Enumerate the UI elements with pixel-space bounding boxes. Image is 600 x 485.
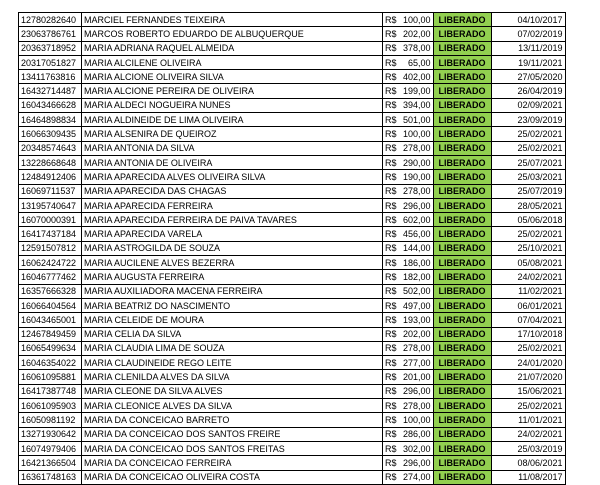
row-name-cell: MARIA CLAUDIA LIMA DE SOUZA <box>82 341 383 355</box>
row-amount-cell: 144,00 <box>397 241 434 255</box>
row-name-cell: MARIA ALSENIRA DE QUEIROZ <box>82 127 383 141</box>
row-id-cell: 16062424722 <box>19 256 82 270</box>
row-currency-cell: R$ <box>383 227 397 241</box>
row-name-cell: MARCIEL FERNANDES TEIXEIRA <box>82 13 383 27</box>
row-currency-cell: R$ <box>383 356 397 370</box>
row-status-badge: LIBERADO <box>433 127 491 141</box>
row-status-badge: LIBERADO <box>433 184 491 198</box>
table-row <box>19 13 566 27</box>
row-currency-cell: R$ <box>383 155 397 169</box>
row-status-badge: LIBERADO <box>433 198 491 212</box>
row-id-cell: 16361748163 <box>19 470 82 484</box>
row-date-cell: 21/07/2020 <box>491 370 565 384</box>
table-row <box>19 198 566 212</box>
table-row <box>19 127 566 141</box>
row-date-cell: 11/01/2021 <box>491 413 565 427</box>
row-date-cell: 17/10/2018 <box>491 327 565 341</box>
row-date-cell: 24/02/2021 <box>491 270 565 284</box>
row-date-cell: 07/04/2021 <box>491 313 565 327</box>
row-amount-cell: 501,00 <box>397 113 434 127</box>
row-status-badge: LIBERADO <box>433 327 491 341</box>
row-amount-cell: 394,00 <box>397 98 434 112</box>
table-row <box>19 399 566 413</box>
row-date-cell: 25/02/2021 <box>491 227 565 241</box>
row-id-cell: 16432714487 <box>19 84 82 98</box>
row-date-cell: 24/02/2021 <box>491 427 565 441</box>
table-row <box>19 470 566 484</box>
row-date-cell: 25/02/2021 <box>491 127 565 141</box>
row-currency-cell: R$ <box>383 441 397 455</box>
row-currency-cell: R$ <box>383 41 397 55</box>
row-currency-cell: R$ <box>383 55 397 69</box>
row-amount-cell: 100,00 <box>397 127 434 141</box>
table-row <box>19 270 566 284</box>
row-id-cell: 16043466628 <box>19 98 82 112</box>
row-date-cell: 25/02/2021 <box>491 399 565 413</box>
row-name-cell: MARIA CLENILDA ALVES DA SILVA <box>82 370 383 384</box>
row-currency-cell: R$ <box>383 341 397 355</box>
table-row <box>19 456 566 470</box>
row-amount-cell: 278,00 <box>397 399 434 413</box>
row-id-cell: 20363718952 <box>19 41 82 55</box>
row-status-badge: LIBERADO <box>433 270 491 284</box>
row-name-cell: MARIA CLAUDINEIDE REGO LEITE <box>82 356 383 370</box>
row-id-cell: 13411763816 <box>19 70 82 84</box>
row-id-cell: 16061095903 <box>19 399 82 413</box>
row-name-cell: MARIA ALCIONE OLIVEIRA SILVA <box>82 70 383 84</box>
table-row <box>19 441 566 455</box>
table-row <box>19 141 566 155</box>
row-currency-cell: R$ <box>383 170 397 184</box>
table-row <box>19 227 566 241</box>
row-currency-cell: R$ <box>383 84 397 98</box>
row-name-cell: MARIA ANTONIA DA SILVA <box>82 141 383 155</box>
row-date-cell: 04/10/2017 <box>491 13 565 27</box>
table-row <box>19 356 566 370</box>
row-date-cell: 11/02/2021 <box>491 284 565 298</box>
row-status-badge: LIBERADO <box>433 170 491 184</box>
row-amount-cell: 378,00 <box>397 41 434 55</box>
row-amount-cell: 296,00 <box>397 384 434 398</box>
row-status-badge: LIBERADO <box>433 456 491 470</box>
row-amount-cell: 296,00 <box>397 456 434 470</box>
row-currency-cell: R$ <box>383 113 397 127</box>
row-date-cell: 02/09/2021 <box>491 98 565 112</box>
row-date-cell: 11/08/2017 <box>491 470 565 484</box>
row-date-cell: 15/06/2021 <box>491 384 565 398</box>
beneficiary-table <box>18 12 566 485</box>
row-name-cell: MARIA APARECIDA FERREIRA DE PAIVA TAVARES <box>82 213 383 227</box>
row-currency-cell: R$ <box>383 256 397 270</box>
row-date-cell: 25/03/2019 <box>491 441 565 455</box>
row-id-cell: 13195740647 <box>19 198 82 212</box>
row-id-cell: 16046777462 <box>19 270 82 284</box>
row-amount-cell: 278,00 <box>397 184 434 198</box>
row-status-badge: LIBERADO <box>433 41 491 55</box>
row-currency-cell: R$ <box>383 470 397 484</box>
row-status-badge: LIBERADO <box>433 399 491 413</box>
row-status-badge: LIBERADO <box>433 70 491 84</box>
row-date-cell: 26/04/2019 <box>491 84 565 98</box>
row-currency-cell: R$ <box>383 13 397 27</box>
row-id-cell: 20317051827 <box>19 55 82 69</box>
row-status-badge: LIBERADO <box>433 370 491 384</box>
row-amount-cell: 186,00 <box>397 256 434 270</box>
row-name-cell: MARIA ALCIONE PEREIRA DE OLIVEIRA <box>82 84 383 98</box>
row-status-badge: LIBERADO <box>433 13 491 27</box>
row-date-cell: 05/08/2021 <box>491 256 565 270</box>
table-row <box>19 70 566 84</box>
row-status-badge: LIBERADO <box>433 384 491 398</box>
row-date-cell: 25/02/2021 <box>491 141 565 155</box>
row-status-badge: LIBERADO <box>433 313 491 327</box>
table-row <box>19 370 566 384</box>
row-currency-cell: R$ <box>383 370 397 384</box>
row-status-badge: LIBERADO <box>433 356 491 370</box>
row-status-badge: LIBERADO <box>433 113 491 127</box>
row-amount-cell: 277,00 <box>397 356 434 370</box>
row-name-cell: MARIA AUXILIADORA MACENA FERREIRA <box>82 284 383 298</box>
row-currency-cell: R$ <box>383 270 397 284</box>
row-date-cell: 28/05/2021 <box>491 198 565 212</box>
row-name-cell: MARIA BEATRIZ DO NASCIMENTO <box>82 298 383 312</box>
row-date-cell: 08/06/2021 <box>491 456 565 470</box>
row-name-cell: MARIA CLEONICE ALVES DA SILVA <box>82 399 383 413</box>
row-name-cell: MARIA AUCILENE ALVES BEZERRA <box>82 256 383 270</box>
row-currency-cell: R$ <box>383 313 397 327</box>
row-status-badge: LIBERADO <box>433 298 491 312</box>
row-amount-cell: 202,00 <box>397 27 434 41</box>
row-currency-cell: R$ <box>383 413 397 427</box>
table-row <box>19 298 566 312</box>
row-currency-cell: R$ <box>383 98 397 112</box>
row-id-cell: 16464898834 <box>19 113 82 127</box>
row-name-cell: MARIA CELIA DA SILVA <box>82 327 383 341</box>
row-date-cell: 25/10/2021 <box>491 241 565 255</box>
row-name-cell: MARIA ALDECI NOGUEIRA NUNES <box>82 98 383 112</box>
row-status-badge: LIBERADO <box>433 213 491 227</box>
row-id-cell: 12467849459 <box>19 327 82 341</box>
table-row <box>19 55 566 69</box>
row-status-badge: LIBERADO <box>433 341 491 355</box>
row-id-cell: 12591507812 <box>19 241 82 255</box>
row-id-cell: 16417387748 <box>19 384 82 398</box>
row-name-cell: MARIA ALCILENE OLIVEIRA <box>82 55 383 69</box>
row-name-cell: MARIA DA CONCEICAO BARRETO <box>82 413 383 427</box>
row-status-badge: LIBERADO <box>433 470 491 484</box>
row-currency-cell: R$ <box>383 384 397 398</box>
table-row <box>19 155 566 169</box>
row-name-cell: MARIA APARECIDA VARELA <box>82 227 383 241</box>
row-name-cell: MARIA ASTROGILDA DE SOUZA <box>82 241 383 255</box>
row-date-cell: 19/11/2021 <box>491 55 565 69</box>
row-id-cell: 16421366504 <box>19 456 82 470</box>
row-currency-cell: R$ <box>383 284 397 298</box>
row-name-cell: MARIA AUGUSTA FERREIRA <box>82 270 383 284</box>
row-date-cell: 25/07/2021 <box>491 155 565 169</box>
row-id-cell: 13228668648 <box>19 155 82 169</box>
row-amount-cell: 182,00 <box>397 270 434 284</box>
row-amount-cell: 497,00 <box>397 298 434 312</box>
table-row <box>19 327 566 341</box>
row-id-cell: 16061095881 <box>19 370 82 384</box>
row-id-cell: 16074979406 <box>19 441 82 455</box>
row-currency-cell: R$ <box>383 399 397 413</box>
table-row <box>19 213 566 227</box>
row-id-cell: 16357666328 <box>19 284 82 298</box>
row-currency-cell: R$ <box>383 213 397 227</box>
row-status-badge: LIBERADO <box>433 441 491 455</box>
row-currency-cell: R$ <box>383 141 397 155</box>
row-status-badge: LIBERADO <box>433 98 491 112</box>
row-amount-cell: 201,00 <box>397 370 434 384</box>
row-name-cell: MARIA ALDINEIDE DE LIMA OLIVEIRA <box>82 113 383 127</box>
row-amount-cell: 190,00 <box>397 170 434 184</box>
table-row <box>19 184 566 198</box>
row-amount-cell: 278,00 <box>397 141 434 155</box>
table-row <box>19 341 566 355</box>
row-id-cell: 16066309435 <box>19 127 82 141</box>
table-body <box>19 13 566 485</box>
row-amount-cell: 456,00 <box>397 227 434 241</box>
row-amount-cell: 402,00 <box>397 70 434 84</box>
table-row <box>19 41 566 55</box>
row-name-cell: MARIA DA CONCEICAO OLIVEIRA COSTA <box>82 470 383 484</box>
row-date-cell: 24/01/2020 <box>491 356 565 370</box>
row-currency-cell: R$ <box>383 327 397 341</box>
row-name-cell: MARIA DA CONCEICAO DOS SANTOS FREIRE <box>82 427 383 441</box>
row-date-cell: 05/06/2018 <box>491 213 565 227</box>
row-amount-cell: 296,00 <box>397 198 434 212</box>
row-status-badge: LIBERADO <box>433 427 491 441</box>
row-id-cell: 16050981192 <box>19 413 82 427</box>
row-date-cell: 27/05/2020 <box>491 70 565 84</box>
row-date-cell: 07/02/2019 <box>491 27 565 41</box>
row-name-cell: MARIA APARECIDA DAS CHAGAS <box>82 184 383 198</box>
row-currency-cell: R$ <box>383 298 397 312</box>
table-row <box>19 113 566 127</box>
table-row <box>19 27 566 41</box>
row-amount-cell: 100,00 <box>397 13 434 27</box>
row-id-cell: 16069711537 <box>19 184 82 198</box>
row-id-cell: 16046354022 <box>19 356 82 370</box>
row-name-cell: MARIA APARECIDA FERREIRA <box>82 198 383 212</box>
row-status-badge: LIBERADO <box>433 241 491 255</box>
row-date-cell: 25/07/2019 <box>491 184 565 198</box>
row-amount-cell: 290,00 <box>397 155 434 169</box>
row-status-badge: LIBERADO <box>433 155 491 169</box>
row-status-badge: LIBERADO <box>433 84 491 98</box>
row-name-cell: MARIA ADRIANA RAQUEL ALMEIDA <box>82 41 383 55</box>
row-amount-cell: 100,00 <box>397 413 434 427</box>
row-id-cell: 16417437184 <box>19 227 82 241</box>
table-row <box>19 427 566 441</box>
row-name-cell: MARIA DA CONCEICAO DOS SANTOS FREITAS <box>82 441 383 455</box>
row-id-cell: 20348574643 <box>19 141 82 155</box>
row-status-badge: LIBERADO <box>433 256 491 270</box>
row-id-cell: 16066404564 <box>19 298 82 312</box>
row-name-cell: MARIA CELEIDE DE MOURA <box>82 313 383 327</box>
row-currency-cell: R$ <box>383 184 397 198</box>
row-name-cell: MARCOS ROBERTO EDUARDO DE ALBUQUERQUE <box>82 27 383 41</box>
row-amount-cell: 502,00 <box>397 284 434 298</box>
row-amount-cell: 199,00 <box>397 84 434 98</box>
table-row <box>19 384 566 398</box>
row-id-cell: 16065499634 <box>19 341 82 355</box>
row-amount-cell: 602,00 <box>397 213 434 227</box>
row-date-cell: 25/03/2021 <box>491 170 565 184</box>
row-name-cell: MARIA CLEONE DA SILVA ALVES <box>82 384 383 398</box>
table-row <box>19 256 566 270</box>
table-row <box>19 313 566 327</box>
row-currency-cell: R$ <box>383 198 397 212</box>
row-status-badge: LIBERADO <box>433 27 491 41</box>
row-amount-cell: 302,00 <box>397 441 434 455</box>
row-status-badge: LIBERADO <box>433 284 491 298</box>
row-name-cell: MARIA ANTONIA DE OLIVEIRA <box>82 155 383 169</box>
table-row <box>19 413 566 427</box>
table-row <box>19 284 566 298</box>
row-status-badge: LIBERADO <box>433 413 491 427</box>
row-id-cell: 13271930642 <box>19 427 82 441</box>
table-row <box>19 170 566 184</box>
row-id-cell: 12484912406 <box>19 170 82 184</box>
row-status-badge: LIBERADO <box>433 141 491 155</box>
row-amount-cell: 286,00 <box>397 427 434 441</box>
row-date-cell: 06/01/2021 <box>491 298 565 312</box>
row-status-badge: LIBERADO <box>433 55 491 69</box>
row-id-cell: 12780282640 <box>19 13 82 27</box>
row-name-cell: MARIA APARECIDA ALVES OLIVEIRA SILVA <box>82 170 383 184</box>
row-status-badge: LIBERADO <box>433 227 491 241</box>
row-id-cell: 16043465001 <box>19 313 82 327</box>
table-row <box>19 84 566 98</box>
row-currency-cell: R$ <box>383 241 397 255</box>
row-currency-cell: R$ <box>383 27 397 41</box>
table-row <box>19 98 566 112</box>
row-id-cell: 16070000391 <box>19 213 82 227</box>
row-amount-cell: 193,00 <box>397 313 434 327</box>
row-currency-cell: R$ <box>383 456 397 470</box>
row-amount-cell: 65,00 <box>397 55 434 69</box>
table-row <box>19 241 566 255</box>
row-date-cell: 13/11/2019 <box>491 41 565 55</box>
row-amount-cell: 202,00 <box>397 327 434 341</box>
row-currency-cell: R$ <box>383 127 397 141</box>
row-currency-cell: R$ <box>383 427 397 441</box>
row-name-cell: MARIA DA CONCEICAO FERREIRA <box>82 456 383 470</box>
row-date-cell: 25/02/2021 <box>491 341 565 355</box>
row-amount-cell: 274,00 <box>397 470 434 484</box>
row-currency-cell: R$ <box>383 70 397 84</box>
row-id-cell: 23063786761 <box>19 27 82 41</box>
row-date-cell: 23/09/2019 <box>491 113 565 127</box>
row-amount-cell: 278,00 <box>397 341 434 355</box>
